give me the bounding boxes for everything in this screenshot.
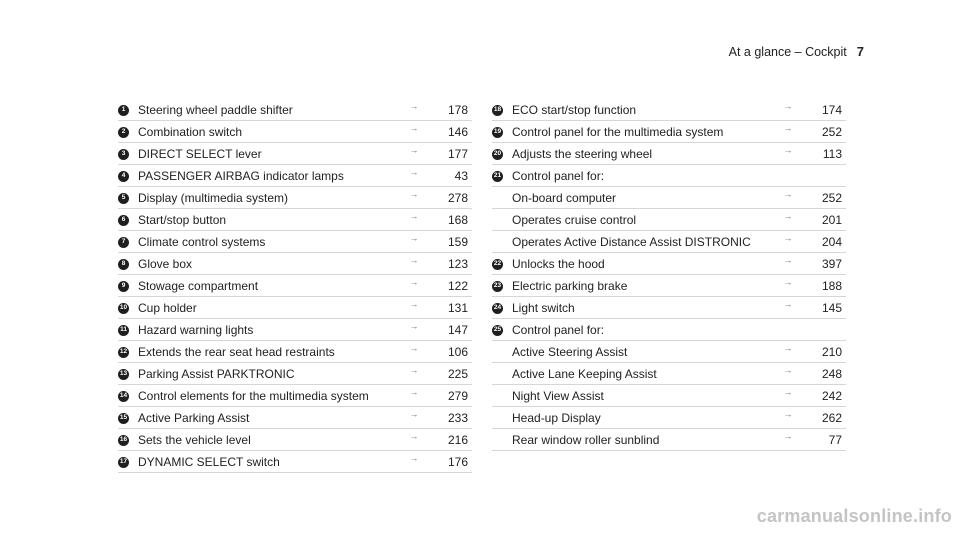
item-label: Unlocks the hood — [512, 257, 605, 271]
list-item — [118, 298, 472, 319]
list-item — [118, 144, 472, 165]
item-label: Active Parking Assist — [138, 411, 250, 425]
item-number-badge: 2 — [118, 127, 129, 138]
list-item — [492, 430, 846, 451]
item-number-badge: 7 — [118, 237, 129, 248]
list-item — [492, 254, 846, 275]
right-column-list — [492, 100, 846, 452]
arrow-right-icon: → — [783, 409, 793, 419]
item-label: Extends the rear seat head restraints — [138, 345, 335, 359]
list-item — [118, 430, 472, 451]
arrow-right-icon: → — [409, 123, 419, 133]
page-reference: 147 — [447, 323, 468, 337]
list-item — [492, 122, 846, 143]
arrow-right-icon: → — [409, 343, 419, 353]
list-item — [118, 386, 472, 407]
item-label: Combination switch — [138, 125, 243, 139]
item-label: Active Steering Assist — [512, 345, 628, 359]
page-header — [729, 44, 864, 59]
item-number-badge: 17 — [118, 457, 129, 468]
list-item — [118, 452, 472, 473]
arrow-right-icon: → — [783, 211, 793, 221]
page-number: 7 — [856, 44, 864, 59]
item-number-badge: 13 — [118, 369, 129, 380]
list-item — [118, 254, 472, 275]
page-reference: 176 — [447, 455, 468, 469]
list-item — [492, 210, 846, 231]
item-label: ECO start/stop function — [512, 103, 637, 117]
watermark: carmanualsonline.info — [756, 506, 952, 526]
arrow-right-icon: → — [409, 211, 419, 221]
item-number-badge: 22 — [492, 259, 503, 270]
item-number-badge: 18 — [492, 105, 503, 116]
list-item — [492, 364, 846, 385]
arrow-right-icon: → — [409, 101, 419, 111]
page-reference: 252 — [821, 125, 842, 139]
list-item — [492, 144, 846, 165]
page-reference: 188 — [821, 279, 842, 293]
list-item — [492, 188, 846, 209]
page-reference: 252 — [821, 191, 842, 205]
arrow-right-icon: → — [783, 145, 793, 155]
page-reference: 278 — [447, 191, 468, 205]
list-item — [118, 232, 472, 253]
item-label: Steering wheel paddle shifter — [138, 103, 293, 117]
item-label: On-board computer — [512, 191, 617, 205]
page-reference: 201 — [821, 213, 842, 227]
list-item — [118, 122, 472, 143]
page-reference: 233 — [447, 411, 468, 425]
arrow-right-icon: → — [783, 123, 793, 133]
arrow-right-icon: → — [783, 365, 793, 375]
arrow-right-icon: → — [409, 409, 419, 419]
page-reference: 242 — [821, 389, 842, 403]
item-label: Control panel for: — [512, 323, 605, 337]
item-label: Electric parking brake — [512, 279, 628, 293]
item-number-badge: 14 — [118, 391, 129, 402]
page-reference: 262 — [821, 411, 842, 425]
list-item — [118, 364, 472, 385]
page-reference: 397 — [821, 257, 842, 271]
item-label: Climate control systems — [138, 235, 266, 249]
item-label: Hazard warning lights — [138, 323, 254, 337]
list-item — [492, 232, 846, 253]
item-number-badge: 25 — [492, 325, 503, 336]
item-label: Glove box — [138, 257, 193, 271]
page-reference: 131 — [447, 301, 468, 315]
item-number-badge: 9 — [118, 281, 129, 292]
page-reference: 145 — [821, 301, 842, 315]
arrow-right-icon: → — [783, 255, 793, 265]
page-reference: 204 — [821, 235, 842, 249]
section-title: At a glance – Cockpit — [728, 45, 847, 59]
item-label: Start/stop button — [138, 213, 227, 227]
page-reference: 248 — [821, 367, 842, 381]
item-number-badge: 15 — [118, 413, 129, 424]
arrow-right-icon: → — [783, 101, 793, 111]
arrow-right-icon: → — [409, 321, 419, 331]
arrow-right-icon: → — [783, 233, 793, 243]
arrow-right-icon: → — [783, 431, 793, 441]
page-reference: 216 — [447, 433, 468, 447]
item-number-badge: 21 — [492, 171, 503, 182]
item-label: Sets the vehicle level — [138, 433, 251, 447]
item-label: Cup holder — [138, 301, 197, 315]
list-item — [118, 320, 472, 341]
list-item — [492, 408, 846, 429]
item-label: Operates cruise control — [512, 213, 637, 227]
page-reference: 43 — [454, 169, 468, 183]
list-item — [492, 166, 846, 187]
item-label: Light switch — [512, 301, 575, 315]
page-reference: 225 — [447, 367, 468, 381]
list-item — [492, 320, 846, 341]
page-reference: 174 — [821, 103, 842, 117]
arrow-right-icon: → — [783, 189, 793, 199]
list-item — [118, 100, 472, 121]
list-item — [492, 276, 846, 297]
item-label: Control panel for the multimedia system — [512, 125, 724, 139]
item-number-badge: 3 — [118, 149, 129, 160]
item-number-badge: 8 — [118, 259, 129, 270]
page-reference: 77 — [828, 433, 842, 447]
page-reference: 178 — [447, 103, 468, 117]
item-label: Control panel for: — [512, 169, 605, 183]
page-reference: 123 — [447, 257, 468, 271]
item-number-badge: 19 — [492, 127, 503, 138]
item-number-badge: 16 — [118, 435, 129, 446]
item-label: DYNAMIC SELECT switch — [138, 455, 280, 469]
left-column-list — [118, 100, 472, 474]
item-number-badge: 12 — [118, 347, 129, 358]
list-item — [118, 166, 472, 187]
arrow-right-icon: → — [409, 167, 419, 177]
item-number-badge: 5 — [118, 193, 129, 204]
arrow-right-icon: → — [409, 145, 419, 155]
item-label: Parking Assist PARKTRONIC — [138, 367, 295, 381]
item-number-badge: 11 — [118, 325, 129, 336]
item-number-badge: 20 — [492, 149, 503, 160]
page-reference: 146 — [447, 125, 468, 139]
item-label: Night View Assist — [512, 389, 604, 403]
arrow-right-icon: → — [409, 299, 419, 309]
item-label: Active Lane Keeping Assist — [512, 367, 657, 381]
list-item — [492, 342, 846, 363]
list-item — [118, 342, 472, 363]
item-number-badge: 24 — [492, 303, 503, 314]
list-item — [118, 210, 472, 231]
item-number-badge: 4 — [118, 171, 129, 182]
item-number-badge: 23 — [492, 281, 503, 292]
page-reference: 113 — [822, 147, 842, 161]
list-item — [118, 276, 472, 297]
page-reference: 210 — [821, 345, 842, 359]
list-item — [118, 188, 472, 209]
page-reference: 106 — [447, 345, 468, 359]
arrow-right-icon: → — [783, 387, 793, 397]
arrow-right-icon: → — [409, 189, 419, 199]
item-label: Control elements for the multimedia system — [138, 389, 369, 403]
arrow-right-icon: → — [783, 343, 793, 353]
list-item — [492, 100, 846, 121]
list-item — [492, 386, 846, 407]
page-reference: 168 — [447, 213, 468, 227]
list-item — [118, 408, 472, 429]
item-label: PASSENGER AIRBAG indicator lamps — [138, 169, 344, 183]
item-label: Head-up Display — [512, 411, 601, 425]
arrow-right-icon: → — [409, 365, 419, 375]
item-label: Rear window roller sunblind — [512, 433, 660, 447]
arrow-right-icon: → — [409, 233, 419, 243]
item-number-badge: 1 — [118, 105, 129, 116]
item-label: Stowage compartment — [138, 279, 259, 293]
list-item — [492, 298, 846, 319]
page-reference: 122 — [447, 279, 468, 293]
page-reference: 159 — [447, 235, 468, 249]
arrow-right-icon: → — [783, 277, 793, 287]
page-reference: 177 — [447, 147, 468, 161]
arrow-right-icon: → — [783, 299, 793, 309]
arrow-right-icon: → — [409, 277, 419, 287]
item-label: DIRECT SELECT lever — [138, 147, 262, 161]
arrow-right-icon: → — [409, 387, 419, 397]
item-number-badge: 6 — [118, 215, 129, 226]
item-label: Adjusts the steering wheel — [512, 147, 653, 161]
arrow-right-icon: → — [409, 255, 419, 265]
arrow-right-icon: → — [409, 453, 419, 463]
page-reference: 279 — [447, 389, 468, 403]
item-label: Display (multimedia system) — [138, 191, 289, 205]
item-label: Operates Active Distance Assist DISTRONIC — [512, 235, 751, 249]
item-number-badge: 10 — [118, 303, 129, 314]
arrow-right-icon: → — [409, 431, 419, 441]
